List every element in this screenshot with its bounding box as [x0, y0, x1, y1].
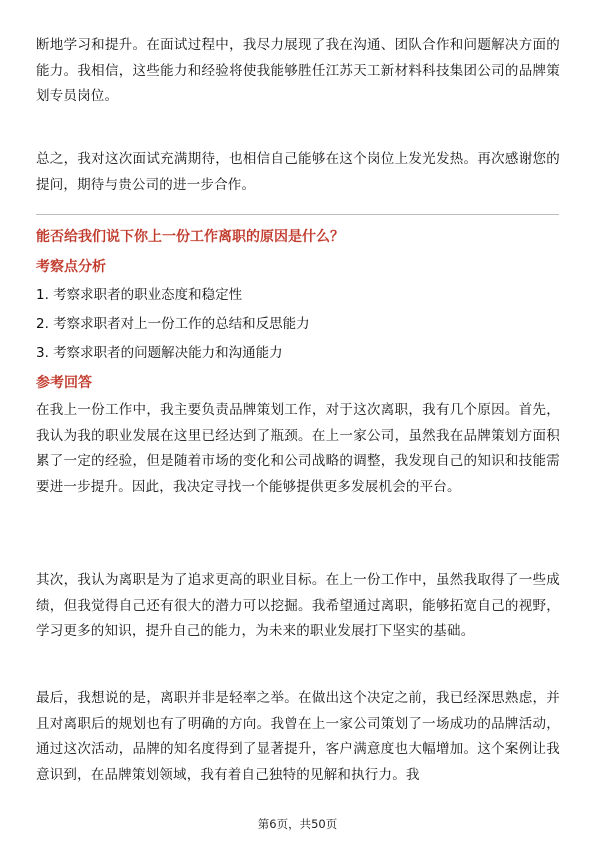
analysis-item-3: 3. 考察求职者的问题解决能力和沟通能力	[36, 345, 283, 361]
answer-heading: 参考回答	[36, 375, 92, 391]
interview-question: 能否给我们说下你上一份工作离职的原因是什么？	[36, 229, 344, 245]
answer-paragraph-2: 其次，我认为离职是为了追求更高的职业目标。在上一份工作中，虽然我取得了一些成绩，但我觉得自己还有很大的潜力可以挖掘。我希望通过离职，能够拓宽自己的视野，学习更多的知识，提升自己的能力，为未来的职业发展打下坚实的基础。	[36, 572, 560, 639]
analysis-heading: 考察点分析	[36, 259, 106, 275]
analysis-item-1: 1. 考察求职者的职业态度和稳定性	[36, 287, 243, 303]
intro-paragraph-1: 断地学习和提升。在面试过程中，我尽力展现了我在沟通、团队合作和问题解决方面的能力。我相信，这些能力和经验将使我能够胜任江苏天工新材料科技集团公司的品牌策划专员岗位。	[36, 37, 560, 104]
intro-paragraph-2: 总之，我对这次面试充满期待，也相信自己能够在这个岗位上发光发热。再次感谢您的提问，期待与贵公司的进一步合作。	[36, 151, 560, 193]
analysis-item-2: 2. 考察求职者对上一份工作的总结和反思能力	[36, 316, 310, 332]
page-footer: 第6页，共50页	[257, 817, 338, 831]
answer-paragraph-1: 在我上一份工作中，我主要负责品牌策划工作，对于这次离职，我有几个原因。首先，我认为我的职业发展在这里已经达到了瓶颈。在上一家公司，虽然我在品牌策划方面积累了一定的经验，但是随着市场的变化和公司战略的调整，我发现自己的知识和技能需要进一步提升。因此，我决定寻找一个能够提供更多发展机会的平台。	[36, 402, 560, 495]
section-divider	[36, 214, 559, 215]
answer-paragraph-3: 最后，我想说的是，离职并非是轻率之举。在做出这个决定之前，我已经深思熟虑，并且对离职后的规划也有了明确的方向。我曾在上一家公司策划了一场成功的品牌活动，通过这次活动，品牌的知名度得到了显著提升，客户满意度也大幅增加。这个案例让我意识到，在品牌策划领域，我有着自己独特的见解和执行力。我	[36, 690, 560, 783]
